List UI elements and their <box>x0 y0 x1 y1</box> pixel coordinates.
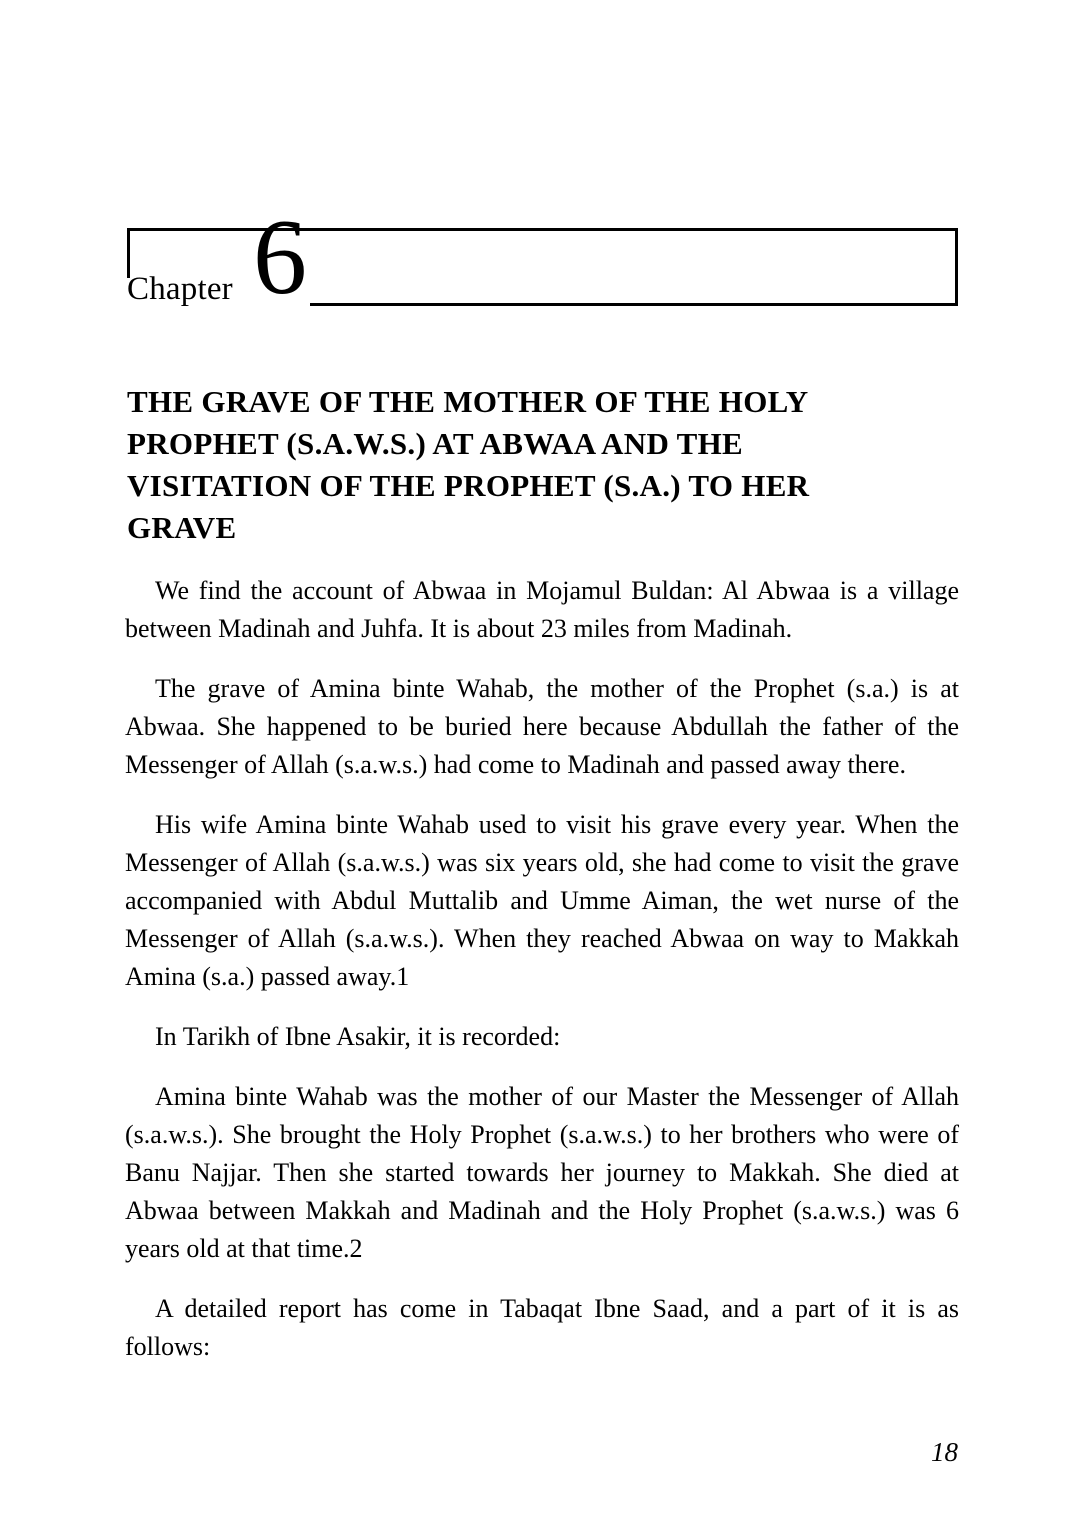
chapter-frame-right-rule <box>955 228 958 306</box>
chapter-frame-top-rule <box>127 228 958 231</box>
chapter-number: 6 <box>253 198 307 317</box>
paragraph: The grave of Amina binte Wahab, the mother of the Prophet (s.a.) is at Abwaa. She happened to be buried here because Abdullah the father of the Messenger of Allah (s.a.w.s.) had come to Madinah and passed away there. <box>125 674 959 779</box>
paragraph: We find the account of Abwaa in Mojamul Buldan: Al Abwaa is a village between Madinah and Juhfa. It is about 23 miles from Madinah. <box>125 576 959 643</box>
body-text <box>125 572 959 1388</box>
page-number: 18 <box>931 1437 958 1467</box>
paragraph: A detailed report has come in Tabaqat Ibne Saad, and a part of it is as follows: <box>125 1294 959 1361</box>
paragraph: His wife Amina binte Wahab used to visit his grave every year. When the Messenger of Allah (s.a.w.s.) was six years old, she had come to visit the grave accompanied with Abdul Muttalib and Umme Aiman, the wet nurse of the Messenger of Allah (s.a.w.s.). When they reached Abwaa on way to Makkah Amina (s.a.) passed away.1 <box>125 810 959 991</box>
paragraph: Amina binte Wahab was the mother of our Master the Messenger of Allah (s.a.w.s.). She brought the Holy Prophet (s.a.w.s.) to her brothers who were of Banu Najjar. Then she started towards her journey to Makkah. She died at Abwaa between Makkah and Madinah and the Holy Prophet (s.a.w.s.) was 6 years old at that time.2 <box>125 1082 959 1263</box>
chapter-header <box>127 198 958 317</box>
chapter-label: Chapter <box>127 271 233 307</box>
chapter-frame-bottom-rule <box>310 303 958 306</box>
page-title: THE GRAVE OF THE MOTHER OF THE HOLY PROPHET (S.A.W.S.) AT ABWAA AND THE VISITATION OF THE PROPHET (S.A.) TO HER GRAVE <box>127 383 810 545</box>
paragraph: In Tarikh of Ibne Asakir, it is recorded: <box>155 1022 561 1051</box>
